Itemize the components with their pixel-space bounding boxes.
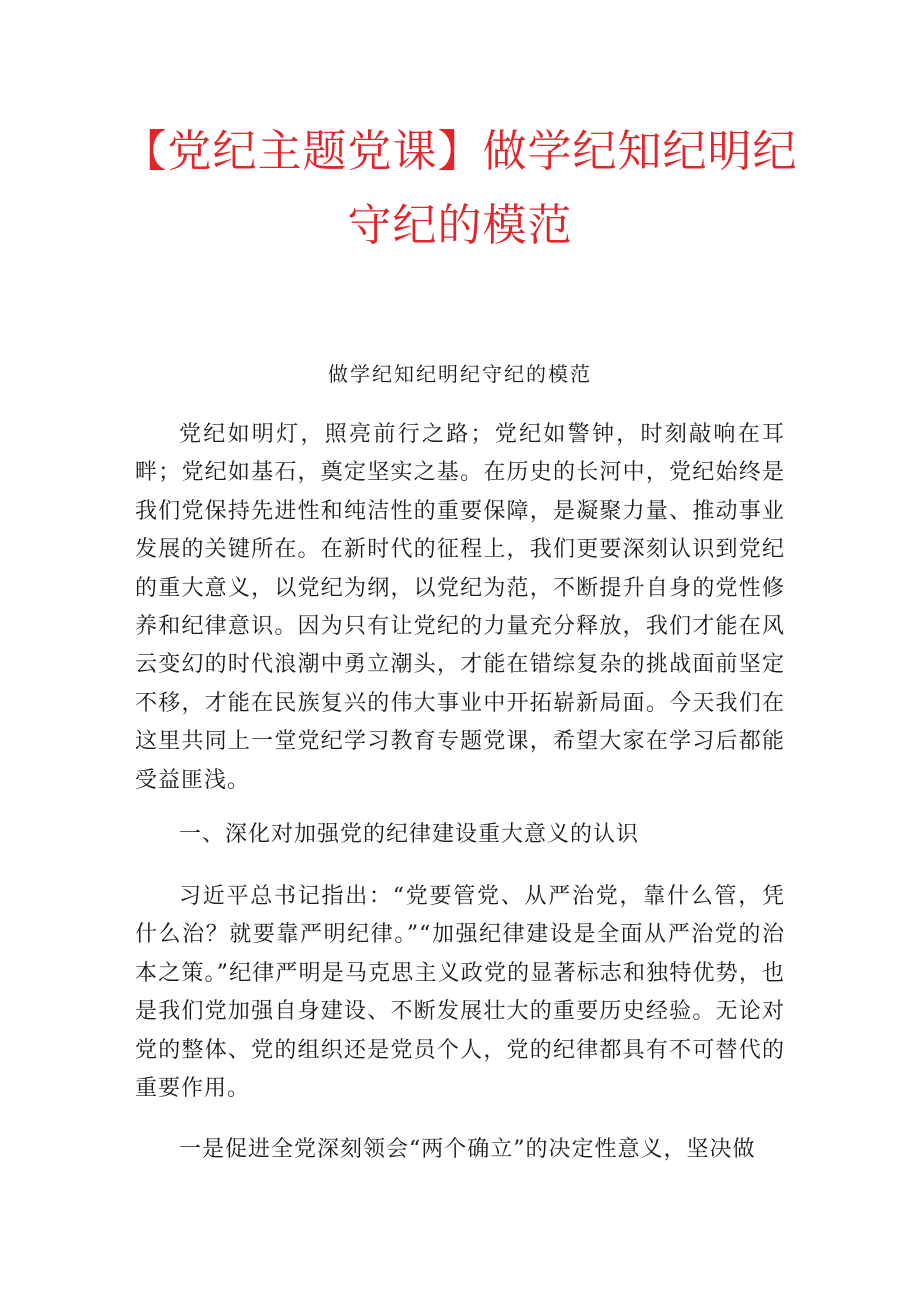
document-subtitle: 做学纪知纪明纪守纪的模范 bbox=[328, 362, 592, 386]
section-heading: 一、深化对加强党的纪律建设重大意义的认识 bbox=[179, 822, 640, 847]
document-title-line-1: 【党纪主题党课】做学纪知纪明纪 bbox=[122, 126, 798, 177]
section-paragraph: 习近平总书记指出：“党要管党、从严治党，靠什么管，凭什么治？就要靠严明纪律。”“加强纪律建设是全面从严治党的治本之策。”纪律严明是马克思主义政党的显著标志和独特优势，也是我们党加强自身建设、不断发展壮大的重要历史经验。无论对党的整体、党的组织还是党员个人，党的纪律都具有不可替代的重要作用。 bbox=[135, 884, 785, 1102]
point-paragraph: 一是促进全党深刻领会“两个确立”的决定性意义，坚决做 bbox=[179, 1137, 756, 1162]
document-title-line-2: 守纪的模范 bbox=[347, 200, 573, 251]
intro-paragraph: 党纪如明灯，照亮前行之路；党纪如警钟，时刻敲响在耳畔；党纪如基石，奠定坚实之基。在历史的长河中，党纪始终是我们党保持先进性和纯洁性的重要保障，是凝聚力量、推动事业发展的关键所在。在新时代的征程上，我们更要深刻认识到党纪的重大意义，以党纪为纲，以党纪为范，不断提升自身的党性修养和纪律意识。因为只有让党纪的力量充分释放，我们才能在风云变幻的时代浪潮中勇立潮头，才能在错综复杂的挑战面前坚定不移，才能在民族复兴的伟大事业中开拓崭新局面。今天我们在这里共同上一堂党纪学习教育专题党课，希望大家在学习后都能受益匪浅。 bbox=[135, 422, 785, 793]
